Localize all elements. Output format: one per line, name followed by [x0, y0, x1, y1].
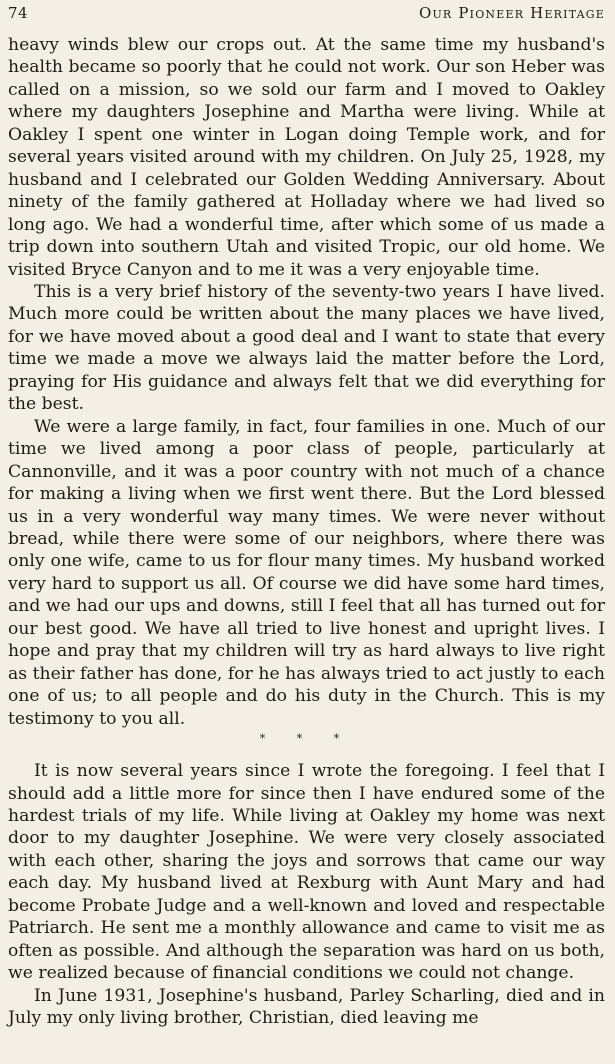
paragraph: We were a large family, in fact, four families in one. Much of our time we lived among a poor class of people, particularly at Cannonville, and it was a poor country with not much of a chance for making a living when we first went there. But the Lord blessed us in a very wonderful way many times. We were never without bread, while there were some of our neighbors, where there was only one wife, came to us for flour many times. My husband worked very hard to support us all. Of course we did have some hard times, and we had our ups and downs, still I feel that all has turned out for our best good. We have all tried to live honest and upright lives. I hope and pray that my children will try as hard always to live right as their father has done, for he has always tried to act justly to each one of us; to all people and do his duty in the Church. This is my testimony to you all.: [8, 416, 605, 729]
paragraph-continued: heavy winds blew our crops out. At the same time my husband's health became so poorly that he could not work. Our son Heber was called on a mission, so we sold our farm and I moved to Oakley where my daughters Josephine and Martha were living. While at Oakley I spent one winter in Logan doing Temple work, and for several years visited around with my children. On July 25, 1928, my husband and I celebrated our Golden Wedding Anniversary. About ninety of the family gathered at Holladay where we had lived so long ago. We had a wonderful time, after which some of us made a trip down into southern Utah and visited Tropic, our old home. We visited Bryce Canyon and to me it was a very enjoyable time.: [8, 35, 605, 280]
paragraph: It is now several years since I wrote the foregoing. I feel that I should add a little more for since then I have endured some of the hardest trials of my life. While living at Oakley my home was next door to my daughter Josephine. We were very closely associated with each other, sharing the joys and sorrows that came our way each day. My husband lived at Rexburg with Aunt Mary and had become Probate Judge and a well-known and loved and respectable Patriarch. He sent me a monthly allowance and came to visit me as often as possible. And although the separation was hard on us both, we realized because of financial conditions we could not change.: [8, 761, 605, 984]
paragraph: In June 1931, Josephine's husband, Parley Scharling, died and in July my only living brother, Christian, died leaving me: [8, 985, 605, 1029]
page-number: 74: [8, 4, 29, 22]
page-header: [8, 4, 605, 34]
body-text: [8, 34, 605, 1029]
running-title: Our Pioneer Heritage: [418, 4, 605, 22]
paragraph: This is a very brief history of the seventy-two years I have lived. Much more could be written about the many places we have lived, for we have moved about a good deal and I want to state that every time we made a move we always laid the matter before the Lord, praying for His guidance and always felt that we did everything for the best.: [8, 281, 605, 415]
section-separator: * * *: [259, 732, 354, 746]
